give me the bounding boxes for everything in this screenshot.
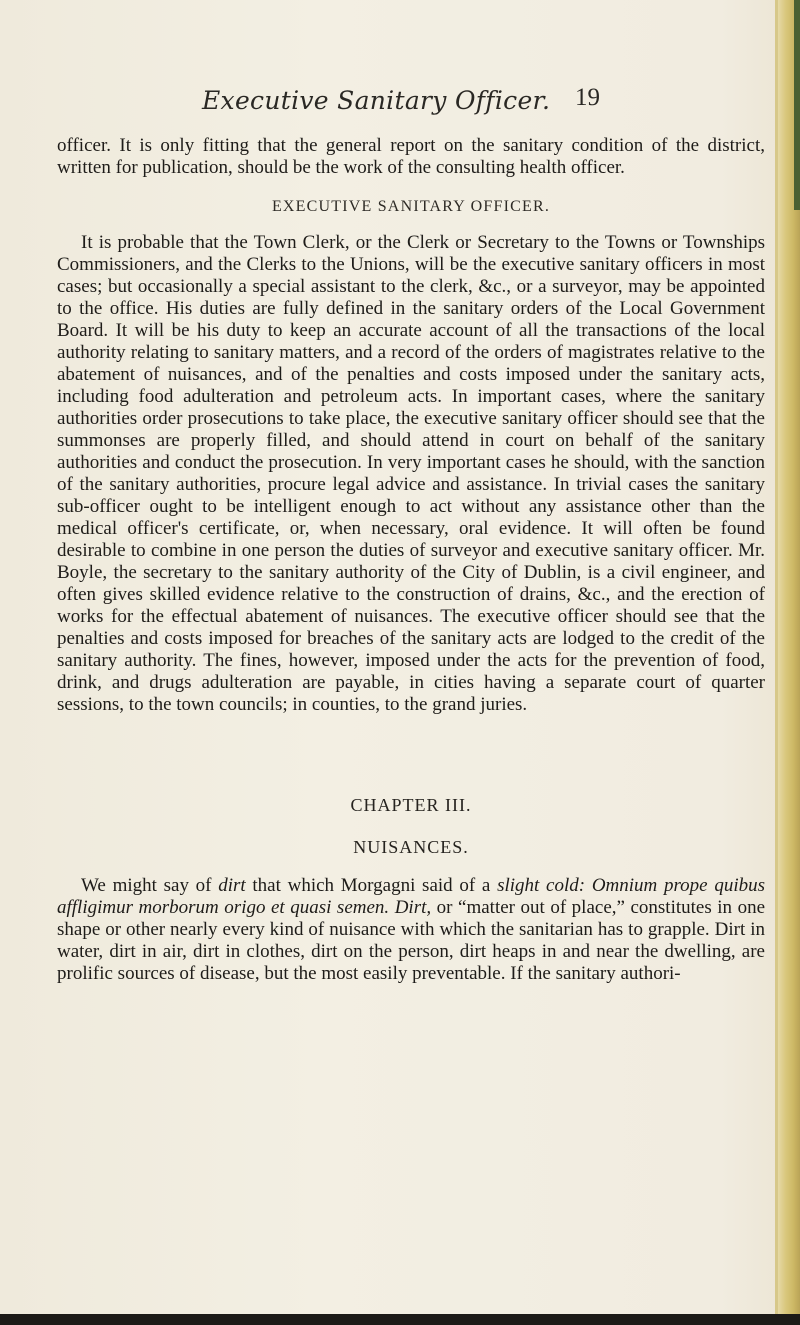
paragraph-executive-officer: It is probable that the Town Clerk, or the Clerk or Secretary to the Towns or Townships Commissioners, and the Clerks to the Unions, will be the executive sanitary officers in most cases; but occasionally a special assistant to the clerk, &c., or a surveyor, may be appointed to the office. His duties are fully defined in the sanitary orders of the Local Government Board. It will be his duty to keep an accurate account of all the transactions of the local authority relating to sanitary matters, and a record of the orders of magistrates relative to the abatement of nuisances, and of the penalties and costs imposed under the sanitary acts, including food adulteration and petroleum acts. In important cases, where the sanitary authorities order prosecutions to take place, the executive sanitary officer should see that the summonses are properly filled, and should attend in court on behalf of the sanitary authorities and conduct the prosecution. In very important cases he should, with the sanction of the sanitary authorities, procure legal advice and assistance. In trivial cases the sanitary sub-officer ought to be intelligent enough to act without any assistance other than the medical officer's certificate, or, when necessary, oral evidence. It will often be found desirable to combine in one person the duties of surveyor and executive sanitary officer. Mr. Boyle, the secretary to the sanitary authority of the City of Dublin, is a civil engineer, and often gives skilled evidence relative to the construction of drains, &c., and the erection of works for the effectual abatement of nuisances. The executive officer should see that the penalties and costs imposed for breaches of the sanitary acts are lodged to the credit of the sanitary authority. The fines, however, imposed under the acts for the prevention of food, drink, and drugs adulteration are payable, in cities having a separate court of quarter sessions, to the town councils; in counties, to the grand juries. <box>57 232 765 715</box>
paragraph-nuisances <box>57 875 765 985</box>
text-run: We might say of <box>81 875 219 896</box>
emphasis-dirt: dirt <box>218 875 246 896</box>
chapter-number: CHAPTER III. <box>350 795 472 815</box>
page-header <box>0 86 776 122</box>
page-number: 19 <box>575 84 600 111</box>
text-run <box>585 875 592 896</box>
bottom-edge <box>0 1314 800 1325</box>
section-heading: EXECUTIVE SANITARY OFFICER. <box>271 198 551 215</box>
spine-shadow <box>794 0 800 210</box>
text-run: or “matter out of place,” constitutes in one shape or other nearly every kind of nuisance with which the sanitarian has to grapple. Dirt in water, dirt in air, dirt in clothes, dirt on the person, dirt heaps in and near the dwelling, are prolific sources of disease, but the most easily preventable. If the sanitary authori- <box>57 897 766 984</box>
body-text <box>57 135 765 985</box>
latin-quotation: Omnium prope quibus affligimur morborum origo et quasi semen. <box>57 875 765 918</box>
emphasis-dirt-2: Dirt, <box>394 897 432 918</box>
emphasis-slight-cold: slight cold: <box>497 875 586 896</box>
paragraph-continuation: officer. It is only fitting that the general report on the sanitary condition of the district, written for publication, should be the work of the consulting health officer. <box>57 135 765 178</box>
text-run: that which Morgagni said of a <box>245 875 498 896</box>
running-title: Executive Sanitary Officer. <box>202 86 551 115</box>
chapter-title: NUISANCES. <box>353 837 469 857</box>
